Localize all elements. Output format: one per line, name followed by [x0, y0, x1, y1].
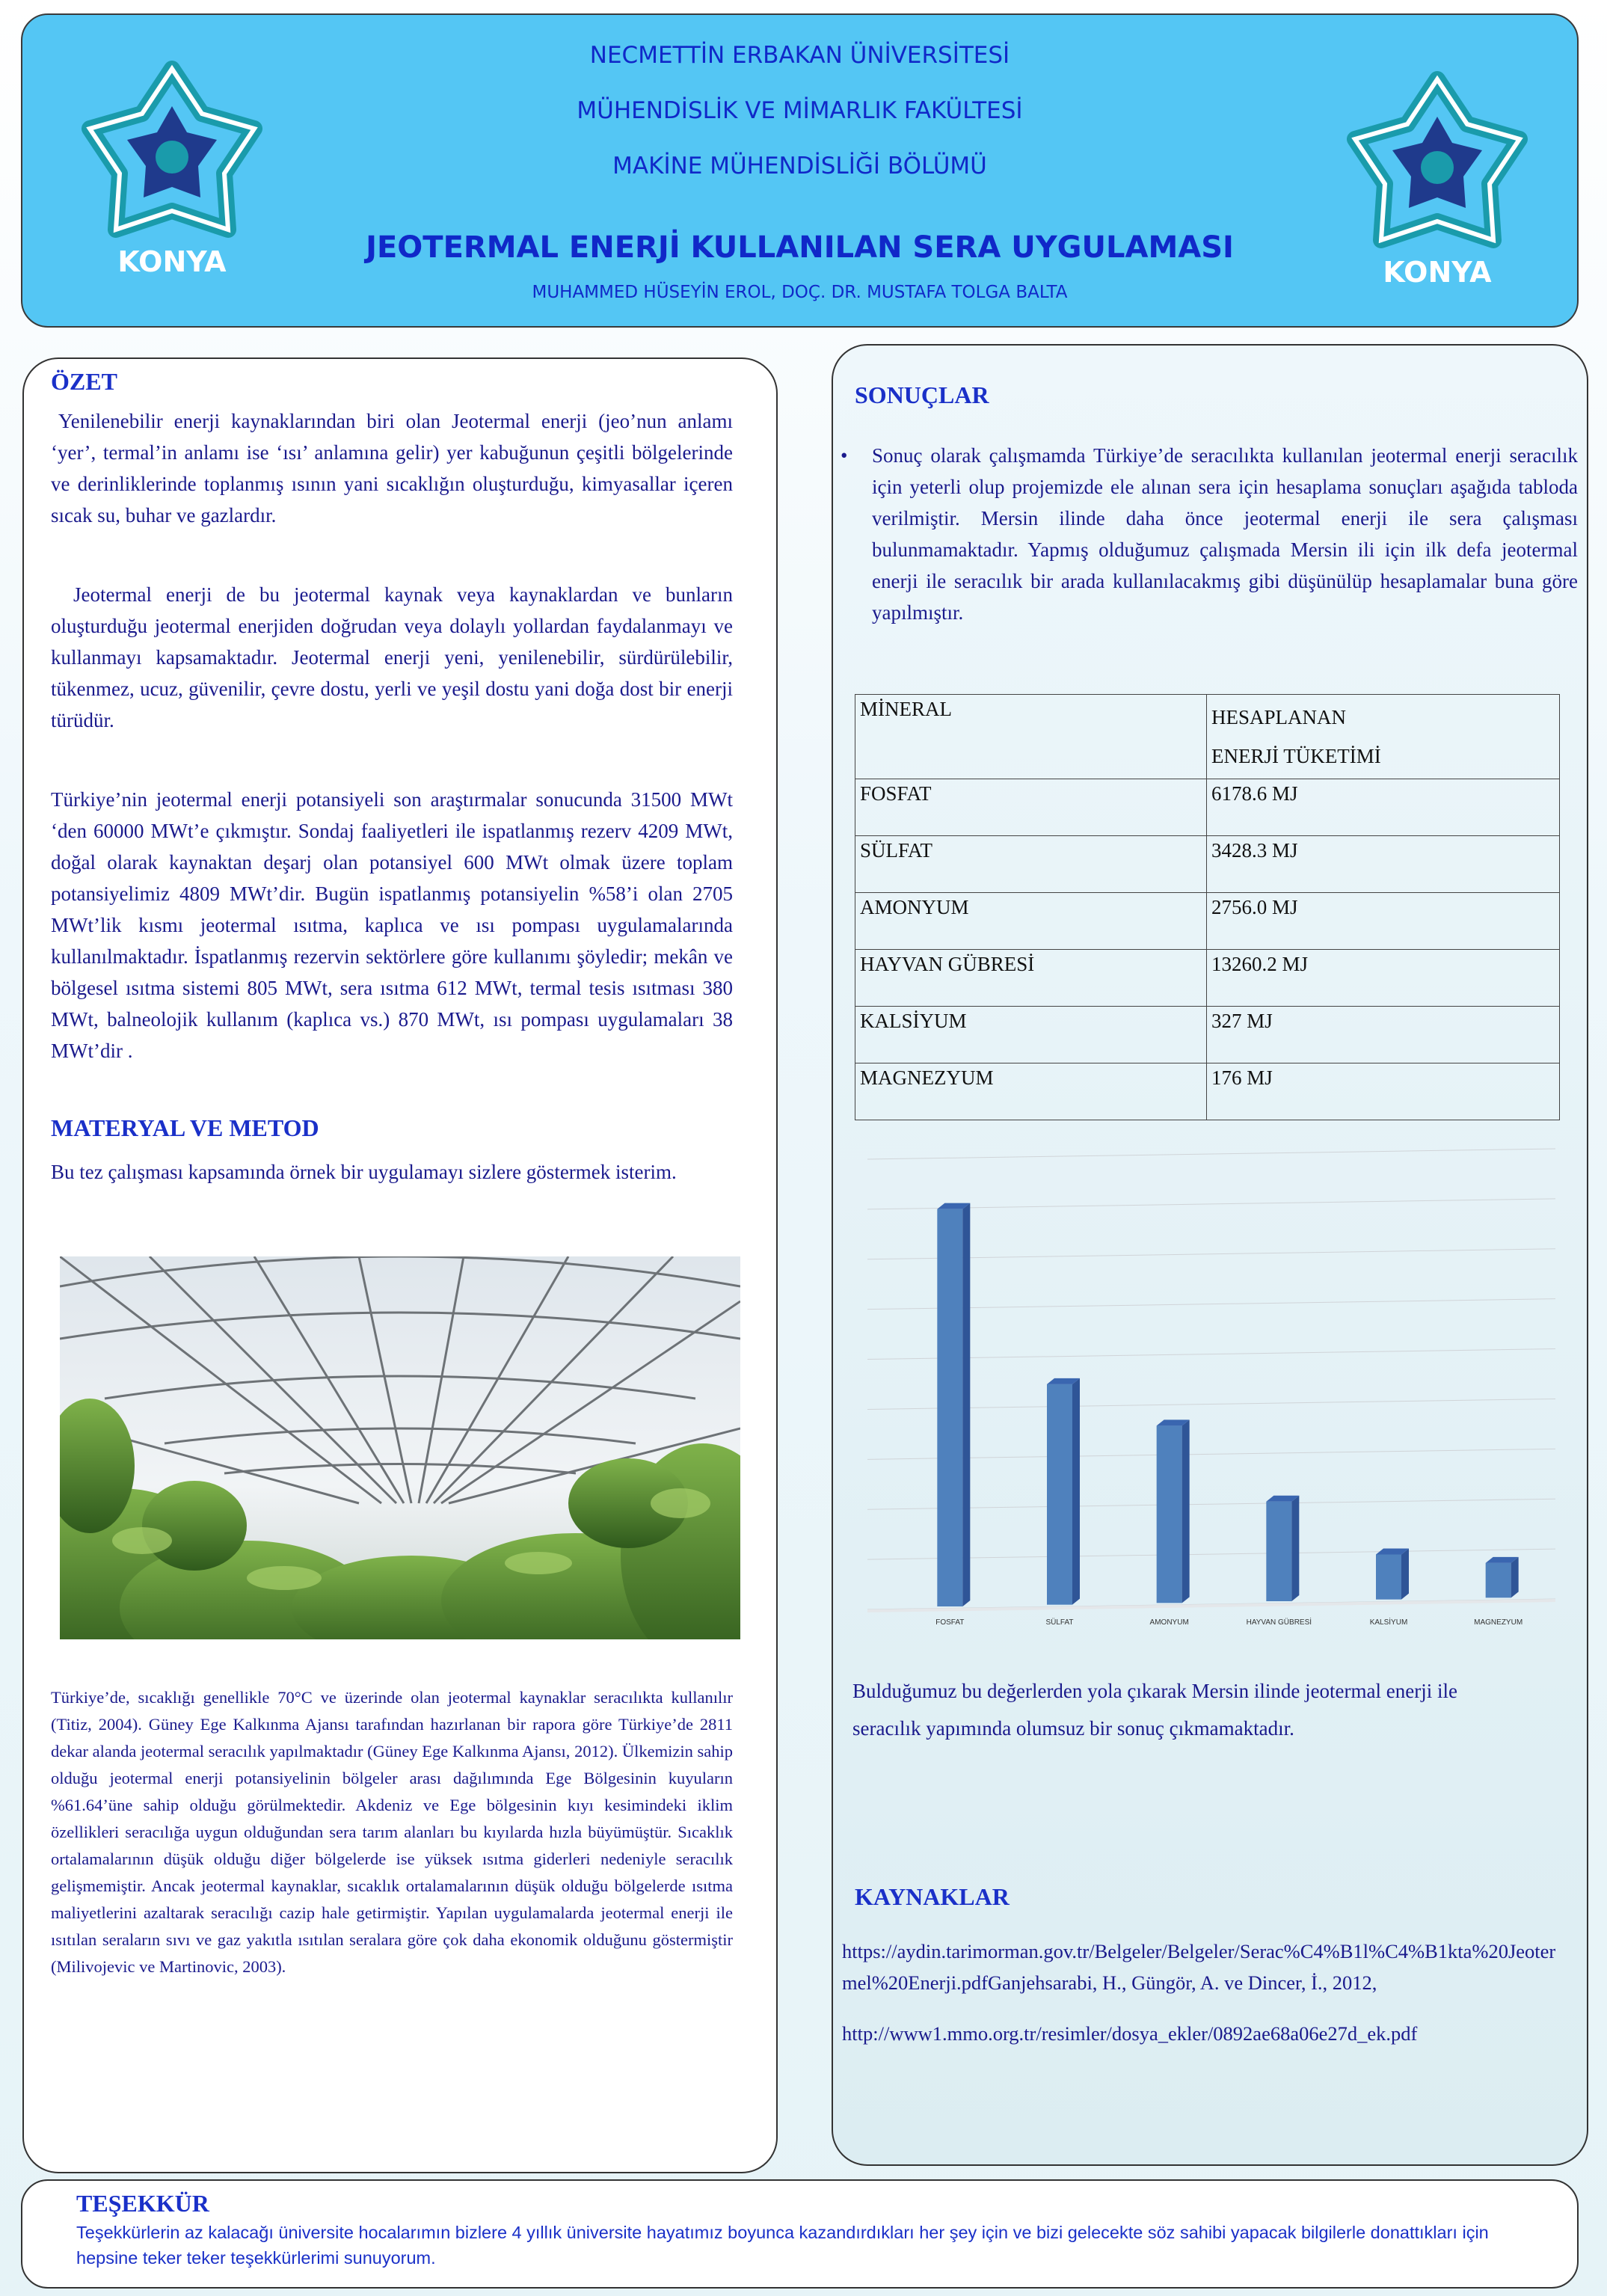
chart-bar	[1486, 1557, 1519, 1597]
chart-bar	[1376, 1548, 1409, 1599]
chart-gridline	[867, 1149, 1555, 1159]
chart-bar-front	[1047, 1384, 1072, 1605]
chart-bar-side	[1072, 1378, 1080, 1605]
table-cell-energy: 13260.2 MJ	[1207, 950, 1560, 1007]
chart-bar-front	[937, 1209, 962, 1606]
table-cell-mineral: AMONYUM	[855, 893, 1207, 950]
energy-bar-chart	[852, 1144, 1570, 1638]
chart-bar	[937, 1203, 970, 1606]
table-header-row	[855, 695, 1560, 779]
chart-gridlines	[867, 1149, 1555, 1612]
reference-1[interactable]: https://aydin.tarimorman.gov.tr/Belgeler/Belgeler/Serac%C4%B1l%C4%B1kta%20Jeotermel%20Enerji.pdfGanjehsarabi, H., Güngör, A. ve Dincer, İ., 2012,	[842, 1940, 1556, 1994]
materyal-intro: Bu tez çalışması kapsamında örnek bir uygulamayı sizlere göstermek isterim.	[51, 1161, 677, 1183]
tesekkur-heading: TEŞEKKÜR	[76, 2190, 209, 2217]
table-cell-mineral: FOSFAT	[855, 779, 1207, 836]
energy-consumption-table	[855, 694, 1560, 1120]
chart-bar-front	[1157, 1425, 1182, 1603]
chart-bar	[1157, 1419, 1190, 1603]
chart-gridline	[867, 1499, 1555, 1509]
chart-x-tick-label: FOSFAT	[935, 1618, 965, 1627]
chart-gridline	[867, 1349, 1555, 1360]
sonuclar-conclusion: Bulduğumuz bu değerlerden yola çıkarak Mersin ilinde jeotermal enerji ile seracılık yapımında olumsuz bir sonuç çıkmamaktadır.	[852, 1680, 1457, 1740]
table-row	[855, 893, 1560, 950]
chart-bar-front	[1376, 1554, 1401, 1599]
chart-bar	[1047, 1378, 1080, 1605]
poster-title: JEOTERMAL ENERJİ KULLANILAN SERA UYGULAMASI	[366, 230, 1234, 265]
logo-caption: KONYA	[1383, 256, 1492, 289]
chart-bar-side	[962, 1203, 970, 1606]
ozet-paragraph-3: Türkiye’nin jeotermal enerji potansiyeli son araştırmalar sonucunda 31500 MWt ‘den 60000 MWt’e çıkmıştır. Sondaj faaliyetleri ile ispatlanmış rezerv 4209 MWt, doğal olarak kaynaktan deşarj olan potansiyel 600 MWt olmak üzere toplam potansiyelimiz 4809 MWt’dir. Bugün ispatlanmış potansiyelin %58’i olan 2705 MWt’lik kısmı jeotermal ısıtma, kaplıca ve ısı pompası uygulamalarında kullanılmaktadır. İspatlanmış rezervin sektörlere göre kullanımı şöyledir; mekân ve bölgesel ısıtma sistemi 805 MWt, sera ısıtma 612 MWt, termal tesis ısıtması 380 MWt, balneolojik kullanım (kaplıca vs.) 870 MWt, ısı pompası uygulamaları 38 MWt’dir .	[51, 788, 733, 1062]
table-row	[855, 1007, 1560, 1063]
chart-gridline	[867, 1249, 1555, 1259]
table-cell-mineral: HAYVAN GÜBRESİ	[855, 950, 1207, 1007]
chart-bar-front	[1486, 1563, 1511, 1597]
university-logo-left	[67, 46, 277, 278]
chart-gridline	[867, 1399, 1555, 1409]
table-cell-mineral: MAGNEZYUM	[855, 1063, 1207, 1120]
chart-x-labels	[935, 1617, 1522, 1627]
chart-x-tick-label: MAGNEZYUM	[1474, 1618, 1523, 1627]
poster-authors: MUHAMMED HÜSEYİN EROL, DOÇ. DR. MUSTAFA TOLGA BALTA	[532, 283, 1068, 302]
department-name: MAKİNE MÜHENDİSLİĞİ BÖLÜMÜ	[612, 153, 987, 179]
kaynaklar-heading: KAYNAKLAR	[855, 1883, 1010, 1910]
materyal-heading: MATERYAL VE METOD	[51, 1114, 319, 1141]
chart-gridline	[867, 1199, 1555, 1209]
table-row	[855, 836, 1560, 893]
logo-caption: KONYA	[117, 245, 227, 278]
table-header-mineral: MİNERAL	[855, 695, 1207, 779]
university-logo-right	[1333, 57, 1542, 289]
chart-gridline	[867, 1299, 1555, 1310]
chart-bar-side	[1511, 1557, 1519, 1597]
chart-bar	[1266, 1496, 1299, 1601]
poster-header	[21, 13, 1579, 328]
table-cell-mineral: KALSİYUM	[855, 1007, 1207, 1063]
tesekkur-text: Teşekkürlerin az kalacağı üniversite hocalarımın bizlere 4 yıllık üniversite hayatımız boyunca kazandırdıkları her şey için ve bizi gelecekte söz sahibi yapacak bilgilerle donattıkları için hepsine teker teker teşekkürlerimi sunuyorum.	[76, 2223, 1489, 2268]
sonuclar-bullet: •	[841, 444, 848, 467]
chart-bar-side	[1401, 1548, 1409, 1599]
reference-2[interactable]: http://www1.mmo.org.tr/resimler/dosya_ekler/0892ae68a06e27d_ek.pdf	[842, 2022, 1418, 2045]
chart-gridline	[867, 1549, 1555, 1559]
materyal-body: Türkiye’de, sıcaklığı genellikle 70°C ve üzerinde olan jeotermal kaynaklar seracılıkta kullanılır (Titiz, 2004). Güney Ege Kalkınma Ajansı tarafından hazırlanan bir rapora göre Türkiye’de 2811 dekar alanda jeotermal seracılık yapılmaktadır (Güney Ege Kalkınma Ajansı, 2012). Ülkemizin sahip olduğu jeotermal enerji potansiyelinin bölgeler arası dağılımında Ege Bölgesinin kuyuların %61.64’üne sahip olduğu görülmektedir. Akdeniz ve Ege bölgesinin kıyı kesimindeki iklim özellikleri seracılığa uygun olduğundan sera tarım alanları bu kıyılarda hızla büyümüştür. Sıcaklık ortalamalarının düşük olduğu diğer bölgelerde ise yüksek ısıtma giderleri nedeniyle seracılık gelişmemiştir. Ancak jeotermal kaynaklar, sıcaklık ortalamalarının düşük olduğu bölgelerde ısıtma maliyetlerini azaltarak seracılığı cazip hale getirmiştir. Yapılan uygulamalarda jeotermal enerji ile ısıtılan seraların sıvı ve gaz yakıtla ısıtılan seralara göre çok daha ekonomik olduğunu göstermiştir (Milivojevic ve Martinovic, 2003).	[51, 1688, 733, 1976]
table-row	[855, 1063, 1560, 1120]
chart-bar-side	[1182, 1419, 1190, 1603]
table-header-energy-line-2: ENERJİ TÜKETİMİ	[1211, 745, 1381, 767]
sonuclar-heading: SONUÇLAR	[855, 381, 989, 408]
table-cell-energy: 327 MJ	[1207, 1007, 1560, 1063]
chart-gridline	[867, 1449, 1555, 1459]
table-row	[855, 779, 1560, 836]
table-cell-energy: 2756.0 MJ	[1207, 893, 1560, 950]
chart-bar-front	[1266, 1502, 1291, 1601]
university-name: NECMETTİN ERBAKAN ÜNİVERSİTESİ	[589, 42, 1010, 69]
table-header-energy-line-1: HESAPLANAN	[1211, 706, 1347, 728]
chart-x-tick-label: HAYVAN GÜBRESİ	[1246, 1618, 1312, 1627]
chart-x-tick-label: SÜLFAT	[1045, 1618, 1074, 1627]
greenhouse-photo	[60, 1256, 740, 1639]
faculty-name: MÜHENDİSLİK VE MİMARLIK FAKÜLTESİ	[577, 97, 1023, 124]
table-cell-energy: 176 MJ	[1207, 1063, 1560, 1120]
chart-bars	[937, 1203, 1518, 1606]
chart-floor	[867, 1599, 1555, 1612]
chart-x-tick-label: AMONYUM	[1149, 1618, 1189, 1627]
ozet-paragraph-1: Yenilenebilir enerji kaynaklarından biri olan Jeotermal enerji (jeo’nun anlamı ‘yer’, termal’in anlamı ise ‘ısı’ anlamına gelir) yer kabuğunun çeşitli bölgelerinde ve derinliklerinde toplanmış ısının yani sıcaklığın oluşturduğu, kimyasallar içeren sıcak su, buhar ve gazlardır.	[51, 410, 733, 527]
chart-x-tick-label: KALSİYUM	[1369, 1618, 1408, 1627]
table-row	[855, 950, 1560, 1007]
table-cell-energy: 3428.3 MJ	[1207, 836, 1560, 893]
knot-emblem-icon	[67, 46, 277, 278]
table-header-energy	[1207, 695, 1560, 779]
table-cell-mineral: SÜLFAT	[855, 836, 1207, 893]
chart-bar-side	[1291, 1496, 1299, 1601]
ozet-paragraph-2: Jeotermal enerji de bu jeotermal kaynak veya kaynaklardan ve bunların oluşturduğu jeotermal enerjiden doğrudan veya dolaylı yollardan faydalanmayı ve kullanmayı kapsamaktadır. Jeotermal enerji yeni, yenilenebilir, sürdürülebilir, tükenmez, ucuz, güvenilir, çevre dostu, yerli ve yeşil dostu yani doğa dost bir enerji türüdür.	[51, 583, 733, 731]
knot-emblem-icon	[1333, 57, 1542, 289]
table-cell-energy: 6178.6 MJ	[1207, 779, 1560, 836]
ozet-heading: ÖZET	[51, 368, 117, 395]
sonuclar-text: Sonuç olarak çalışmamda Türkiye’de seracılıkta kullanılan jeotermal enerji seracılık için yeterli olup projemizde ele alınan sera için hesaplama sonuçları aşağıda tabloda verilmiştir. Mersin ilinde daha önce jeotermal enerji ile sera çalışması bulunmamaktadır. Yapmış olduğumuz çalışmada Mersin ili için ilk defa jeotermal enerji ile seracılık bir arada kullanılacakmış gibi düşünülüp hesaplamalar buna göre yapılmıştır.	[872, 444, 1578, 624]
